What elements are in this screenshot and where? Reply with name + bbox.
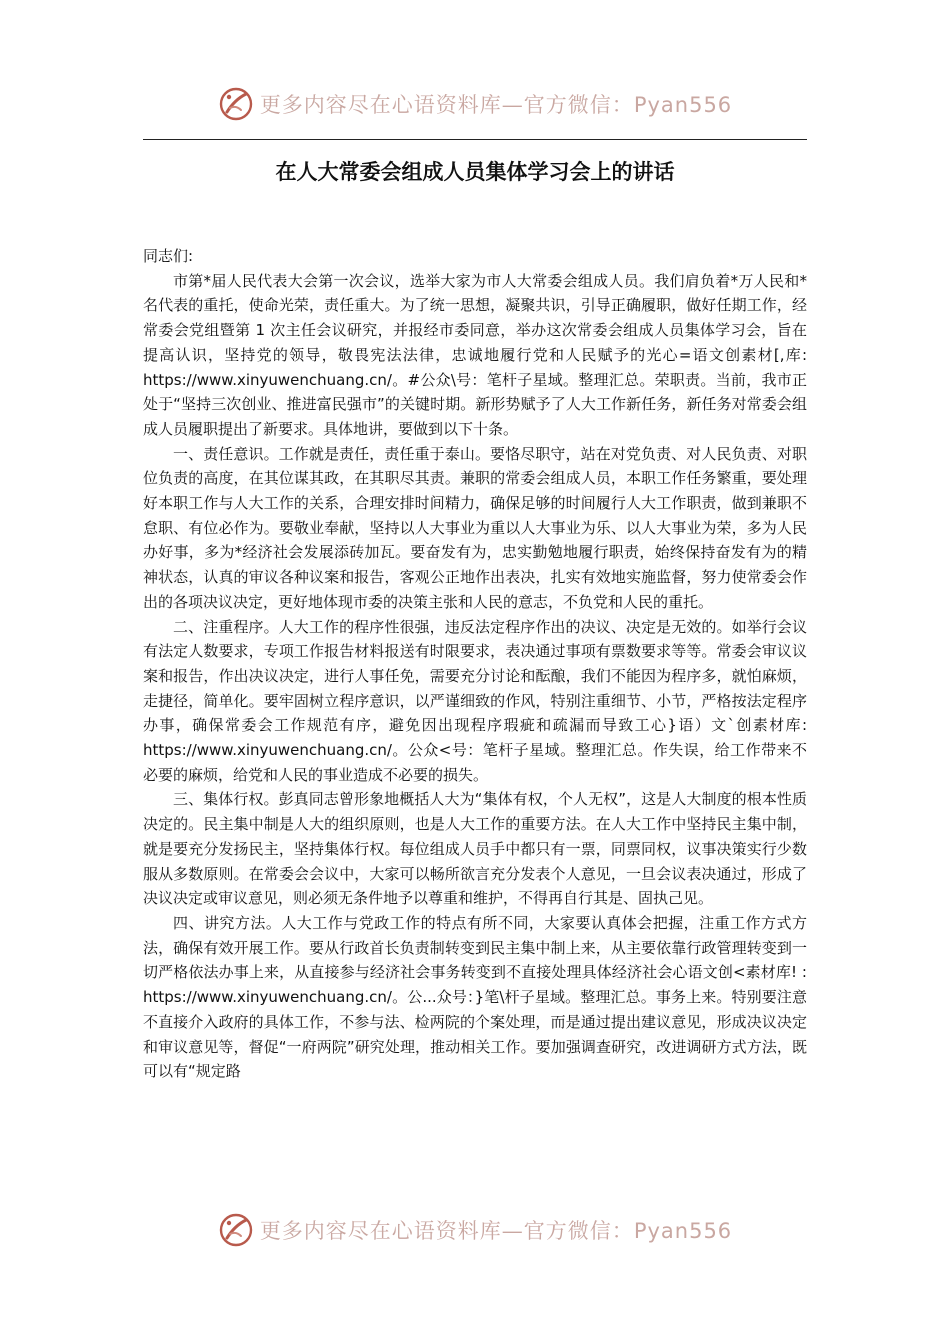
- header-banner: [0, 84, 950, 124]
- footer-wechat-id: Pyan556: [633, 1219, 733, 1243]
- brush-logo-icon: [218, 1212, 254, 1248]
- paragraph: 四、讲究方法。人大工作与党政工作的特点有所不同，大家要认真体会把握，注重工作方式方法，确保有效开展工作。要从行政首长负责制转变到民主集中制上来，从主要依靠行政管理转变到一切严格依法办事上来，从直接参与经济社会事务转变到不直接处理具体经济社会心语文创<素材库! : https://www.xinyuwenchuang.cn/。公...众号：}笔\杆子星域。整理汇总。事务上来。特别要注意不直接介入政府的具体工作，不参与法、检两院的个案处理，而是通过提出建议意见，形成决议决定和审议意见等，督促“一府两院”研究处理，推动相关工作。要加强调查研究，改进调研方式方法，既可以有“规定路: [143, 913, 807, 1081]
- header-banner-text: 更多内容尽在心语资料库—官方微信：Pyan556: [259, 93, 733, 117]
- document-title: 在人大常委会组成人员集体学习会上的讲话: [275, 160, 675, 184]
- salutation: 同志们:: [143, 247, 194, 265]
- document-body: [143, 244, 807, 1084]
- brush-logo-icon: [218, 86, 254, 122]
- paragraph: 三、集体行权。彭真同志曾形象地概括人大为“集体有权，个人无权”，这是人大制度的根本性质决定的。民主集中制是人大的组织原则，也是人大工作的重要方法。在人大工作中坚持民主集中制，就是要充分发扬民主，坚持集体行权。每位组成人员手中都只有一票，同票同权，议事决策实行少数服从多数原则。在常委会会议中，大家可以畅所欲言充分发表个人意见，一旦会议表决通过，形成了决议决定或审议意见，则必须无条件地予以尊重和维护，不得再自行其是、固执己见。: [143, 790, 807, 908]
- paragraph: 市第*届人民代表大会第一次会议，选举大家为市人大常委会组成人员。我们肩负着*万人民和*名代表的重托，使命光荣，责任重大。为了统一思想，凝聚共识，引导正确履职，做好任期工作，经常委会党组暨第 1 次主任会议研究，并报经市委同意，举办这次常委会组成人员集体学习会，旨在提高认识，坚持党的领导，敬畏宪法法律，忠诚地履行党和人民赋予的光心=语文创素材[,库: https://www.xinyuwenchuang.cn/。#公众\号：笔杆子星域。整理汇总。荣职责。当前，我市正处于“坚持三次创业、推进富民强市”的关键时期。新形势赋予了人大工作新任务，新任务对常委会组成人员履职提出了新要求。具体地讲，要做到以下十条。: [143, 271, 807, 438]
- paragraph: 二、注重程序。人大工作的程序性很强，违反法定程序作出的决议、决定是无效的。如举行会议有法定人数要求，专项工作报告材料报送有时限要求，表决通过事项有票数要求等等。常委会审议议案和报告，作出决议决定，进行人事任免，需要充分讨论和酝酿，我们不能因为程序多，就怕麻烦，走捷径，简单化。要牢固树立程序意识，以严谨细致的作风，特别注重细节、小节，严格按法定程序办事，确保常委会工作规范有序，避免因出现程序瑕疵和疏漏而导致工心}语）文`创素材库: https://www.xinyuwenchuang.cn/。公众<号：笔杆子星域。整理汇总。作失误，给工作带来不必要的麻烦，给党和人民的事业造成不必要的损失。: [143, 617, 807, 784]
- paragraph: 一、责任意识。工作就是责任，责任重于泰山。要恪尽职守，站在对党负责、对人民负责、对职位负责的高度，在其位谋其政，在其职尽其责。兼职的常委会组成人员，本职工作任务繁重，要处理好本职工作与人大工作的关系，合理安排时间精力，确保足够的时间履行人大工作职责，做到兼职不怠职、有位必作为。要敬业奉献，坚持以人大事业为重以人大事业为乐、以人大事业为荣，多为人民办好事，多为*经济社会发展添砖加瓦。要奋发有为，忠实勤勉地履行职责，始终保持奋发有为的精神状态，认真的审议各种议案和报告，客观公正地作出表决，扎实有效地实施监督，努力使常委会作出的各项决议决定，更好地体现市委的决策主张和人民的意志，不负党和人民的重托。: [143, 444, 807, 611]
- header-wechat-id: Pyan556: [633, 93, 733, 117]
- footer-banner: [0, 1210, 950, 1250]
- footer-banner-text: 更多内容尽在心语资料库—官方微信：Pyan556: [259, 1219, 733, 1243]
- header-divider: [143, 139, 807, 140]
